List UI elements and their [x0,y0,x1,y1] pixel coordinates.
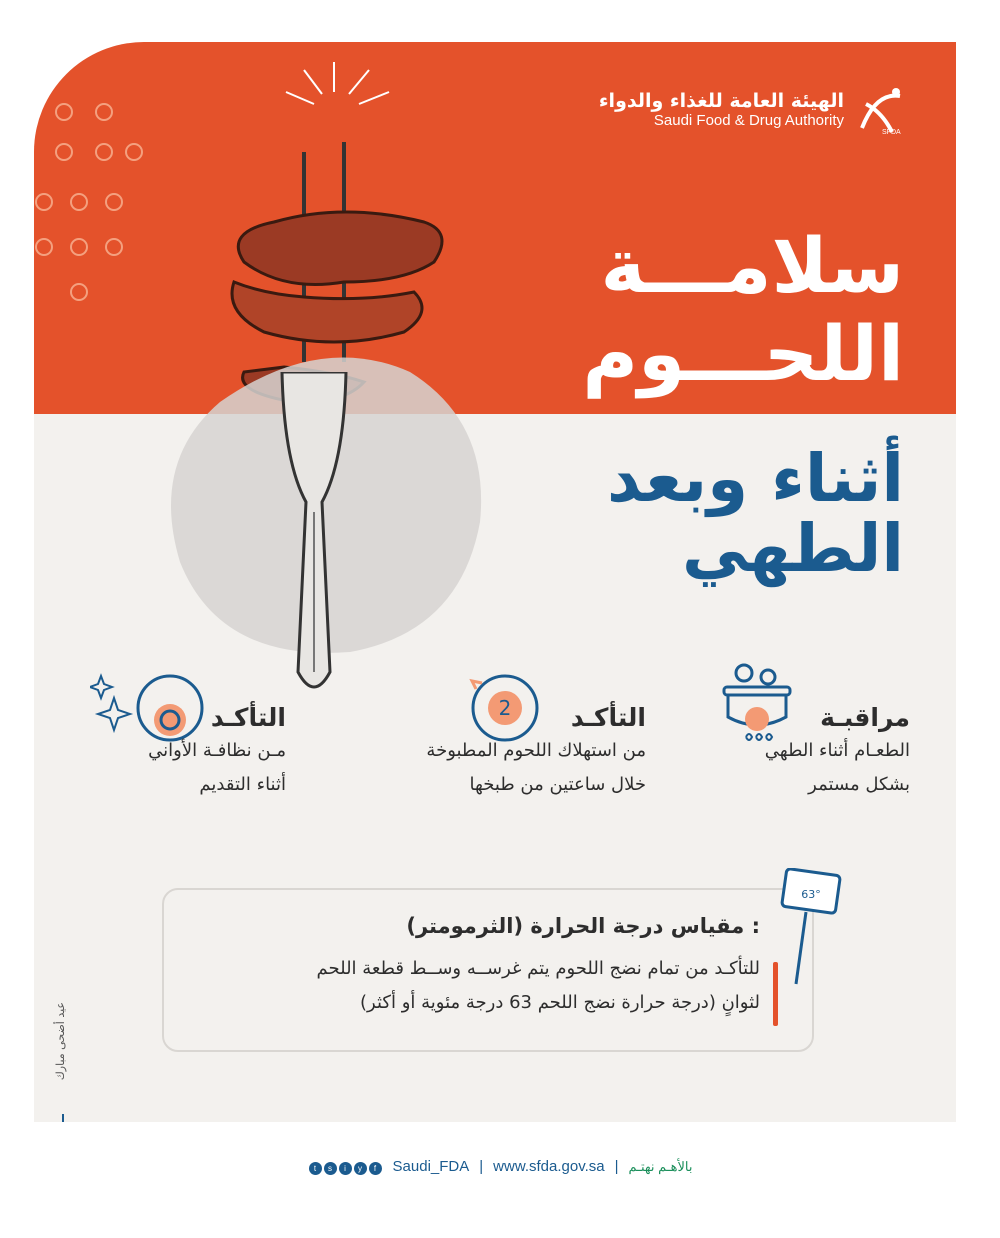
website-link[interactable]: www.sfda.gov.sa [493,1158,605,1175]
side-line [62,1114,64,1122]
tip-monitor [690,702,910,802]
tip-consume-within-two-hours [326,702,646,802]
headline-during-after [504,440,904,587]
tip-text: الطعـام أثناء الطهي [764,740,910,761]
social-icons [308,1158,383,1175]
footer-separator: | [479,1158,484,1175]
svg-text:SFDA: SFDA [882,129,901,136]
snapchat-icon[interactable]: s [324,1162,337,1175]
thermometer-box [162,888,814,1052]
eid-greeting: عيد أضحى مبارك [54,1002,67,1081]
tip-heading: التأكـد [570,703,646,732]
side-greeting [54,1002,72,1122]
brand-name-en: Saudi Food & Drug Authority [653,112,844,129]
twitter-icon[interactable]: t [309,1162,322,1175]
headline-meat-safety [504,222,904,398]
thermometer-icon [774,868,844,988]
decorative-dots [34,102,154,302]
headline-line3: أثناء وبعد [606,440,904,517]
footer [0,1158,1000,1175]
tip-heading: التأكـد [210,703,286,732]
tip-text: أثناء التقديم [199,774,286,795]
thermometer-text [200,952,760,1020]
tip-text: خلال ساعتين من طبخها [469,774,646,795]
youtube-icon[interactable]: y [354,1162,367,1175]
thermometer-line1: للتأكـد من تمام نضج اللحوم يتم غرســه وســط قطعة اللحم [316,958,760,979]
headline-line1: سلامـــة [600,221,904,310]
infographic-card [34,42,956,1122]
tip-heading: مراقبـة [820,703,910,732]
tip-text: من استهلاك اللحوم المطبوخة [426,740,646,761]
sfda-emblem-icon [852,82,908,138]
thermometer-display: 63° [801,888,821,901]
fork-handle [274,372,354,702]
headline-line2: اللحـــوم [582,309,904,398]
tip-text: مـن نظافـة الأواني [148,740,286,761]
brand-name-ar: الهيئة العامة للغذاء والدواء [598,90,844,112]
tip-text: بشكل مستمر [808,774,910,795]
footer-slogan: بالأهـم نهتـم [628,1158,693,1174]
thermometer-line2: لثوانٍ (درجة حرارة نضج اللحم 63 درجة مئوية أو أكثر) [360,992,760,1013]
facebook-icon[interactable]: f [369,1162,382,1175]
instagram-icon[interactable]: i [339,1162,352,1175]
sfda-logo [599,82,908,138]
headline-line4: الطهي [681,510,904,587]
clock-badge: 2 [498,696,512,720]
social-handle[interactable]: Saudi_FDA [392,1158,470,1175]
footer-separator: | [614,1158,619,1175]
tip-clean-dishes [66,702,286,802]
thermometer-title: مقياس درجة الحرارة (الثرمومتر) : [406,914,760,938]
